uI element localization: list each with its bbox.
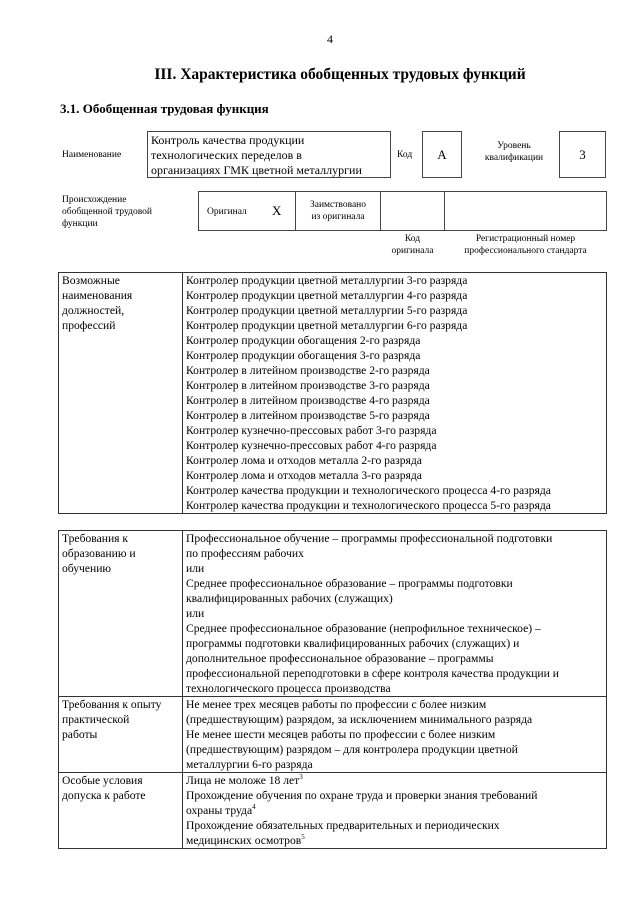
- borrowed-cell: [295, 191, 381, 231]
- content-text: квалифицированных рабочих (служащих): [186, 592, 393, 605]
- position-item: Контролер кузнечно-прессовых работ 4-го разряда: [186, 439, 437, 452]
- origin-label-line: функции: [62, 219, 98, 229]
- requirement-label: [59, 531, 183, 697]
- content-line: [186, 666, 603, 681]
- content-text: или: [186, 562, 205, 575]
- label-line: допуска к работе: [62, 789, 146, 802]
- content-line: [186, 546, 603, 561]
- label-line: Требования к опыту: [62, 698, 162, 711]
- level-label: [478, 140, 550, 164]
- code-label: Код: [397, 150, 413, 160]
- requirement-row: [59, 697, 607, 773]
- positions-table: [58, 272, 607, 514]
- label-line: Особые условия: [62, 774, 143, 787]
- content-text: Профессиональное обучение – программы профессиональной подготовки: [186, 532, 553, 545]
- name-line: организациях ГМК цветной металлургии: [151, 163, 362, 177]
- position-item: Контролер в литейном производстве 2-го разряда: [186, 364, 430, 377]
- label-line: Возможные: [62, 274, 120, 287]
- label-line: работы: [62, 728, 98, 741]
- subsection-title: 3.1. Обобщенная трудовая функция: [60, 101, 269, 116]
- label-line: обучению: [62, 562, 112, 575]
- content-line: [186, 576, 603, 591]
- content-text: Не менее шести месяцев работы по профессии с более низким: [186, 728, 496, 741]
- content-line: [186, 591, 603, 606]
- original-label: Оригинал: [207, 207, 247, 217]
- borrowed-label-line: Заимствовано: [309, 200, 367, 210]
- name-label: Наименование: [62, 150, 122, 160]
- footnote-ref: 5: [301, 833, 305, 842]
- content-text: Прохождение обучения по охране труда и проверки знания требований: [186, 789, 538, 802]
- position-item: Контролер продукции обогащения 2-го разряда: [186, 334, 421, 347]
- position-item: Контролер качества продукции и технологического процесса 4-го разряда: [186, 484, 551, 497]
- position-item: Контролер в литейном производстве 5-го разряда: [186, 409, 430, 422]
- origin-label-line: Происхождение: [62, 195, 127, 205]
- label-line: наименования: [62, 289, 133, 302]
- caption-line: оригинала: [391, 246, 434, 256]
- caption-line: Код: [404, 234, 421, 244]
- label-line: должностей,: [62, 304, 125, 317]
- requirement-label: [59, 773, 183, 849]
- level-value: 3: [559, 131, 606, 178]
- content-text: или: [186, 607, 205, 620]
- level-label-line: Уровень: [497, 141, 531, 151]
- content-text: по профессиям рабочих: [186, 547, 304, 560]
- footnote-ref: 4: [252, 803, 256, 812]
- requirement-label: [59, 697, 183, 773]
- content-line: [186, 742, 603, 757]
- page-number: 4: [327, 32, 333, 46]
- content-line: [186, 621, 603, 636]
- position-item: Контролер кузнечно-прессовых работ 3-го разряда: [186, 424, 437, 437]
- caption-line: Регистрационный номер: [475, 234, 576, 244]
- label-line: практической: [62, 713, 130, 726]
- content-line: [186, 697, 603, 712]
- content-line: [186, 606, 603, 621]
- requirements-table: [58, 530, 607, 849]
- content-line: [186, 561, 603, 576]
- content-line: [186, 803, 603, 818]
- borrowed-label-line: из оригинала: [311, 212, 365, 222]
- positions-label: [59, 273, 183, 514]
- content-text: Среднее профессиональное образование – программы подготовки: [186, 577, 513, 590]
- content-text: (предшествующим) разрядом – для контролера продукции цветной: [186, 743, 518, 756]
- content-line: [186, 773, 603, 788]
- level-label-line: квалификации: [484, 153, 544, 163]
- position-item: Контролер лома и отходов металла 2-го разряда: [186, 454, 422, 467]
- name-line: Контроль качества продукции: [151, 133, 305, 147]
- content-line: [186, 636, 603, 651]
- original-mark: X: [272, 203, 282, 218]
- content-text: Лица не моложе 18 лет: [186, 774, 300, 787]
- code-value: A: [422, 131, 462, 178]
- content-line: [186, 788, 603, 803]
- content-line: [186, 833, 603, 848]
- content-line: [186, 531, 603, 546]
- name-value-box: [147, 131, 391, 178]
- position-item: Контролер продукции цветной металлургии 5-го разряда: [186, 304, 468, 317]
- label-line: Требования к: [62, 532, 129, 545]
- original-code-cell: [380, 191, 445, 231]
- content-text: Прохождение обязательных предварительных и периодических: [186, 819, 500, 832]
- position-item: Контролер продукции цветной металлургии 4-го разряда: [186, 289, 468, 302]
- name-line: технологических переделов в: [151, 148, 302, 162]
- content-line: [186, 712, 603, 727]
- content-text: Не менее трех месяцев работы по профессии с более низким: [186, 698, 487, 711]
- content-line: [186, 681, 603, 696]
- origin-label: [62, 194, 152, 230]
- content-text: (предшествующим) разрядом, за исключением минимального разряда: [186, 713, 533, 726]
- requirement-row: [59, 531, 607, 697]
- original-cell: [198, 191, 296, 231]
- content-line: [186, 727, 603, 742]
- position-item: Контролер продукции цветной металлургии 3-го разряда: [186, 274, 468, 287]
- label-line: профессий: [62, 319, 116, 332]
- position-item: Контролер в литейном производстве 4-го разряда: [186, 394, 430, 407]
- position-item: Контролер в литейном производстве 3-го разряда: [186, 379, 430, 392]
- position-item: Контролер продукции цветной металлургии 6-го разряда: [186, 319, 468, 332]
- content-text: программы подготовки квалифицированных рабочих (служащих) и: [186, 637, 520, 650]
- content-text: охраны труда: [186, 804, 253, 817]
- origin-label-line: обобщенной трудовой: [62, 207, 152, 217]
- position-item: Контролер качества продукции и технологического процесса 5-го разряда: [186, 499, 551, 512]
- reg-number-label: [444, 233, 607, 257]
- requirement-row: [59, 773, 607, 849]
- caption-line: профессионального стандарта: [464, 246, 587, 256]
- content-line: [186, 651, 603, 666]
- section-title: III. Характеристика обобщенных трудовых функций: [154, 66, 526, 83]
- requirement-content: [183, 531, 607, 697]
- content-text: дополнительное профессиональное образование – программы: [186, 652, 494, 665]
- content-text: медицинских осмотров: [186, 834, 302, 847]
- content-line: [186, 757, 603, 772]
- requirement-content: [183, 773, 607, 849]
- content-text: технологического процесса производства: [186, 682, 391, 695]
- content-text: Среднее профессиональное образование (непрофильное техническое) –: [186, 622, 541, 635]
- content-text: профессиональной переподготовки в сфере контроля качества продукции и: [186, 667, 559, 680]
- reg-number-cell: [444, 191, 607, 231]
- footnote-ref: 3: [299, 773, 303, 782]
- content-line: [186, 818, 603, 833]
- positions-list: [183, 273, 607, 514]
- label-line: образованию и: [62, 547, 136, 560]
- requirement-content: [183, 697, 607, 773]
- original-code-label: [380, 233, 445, 257]
- position-item: Контролер лома и отходов металла 3-го разряда: [186, 469, 422, 482]
- content-text: металлургии 6-го разряда: [186, 758, 313, 771]
- position-item: Контролер продукции обогащения 3-го разряда: [186, 349, 421, 362]
